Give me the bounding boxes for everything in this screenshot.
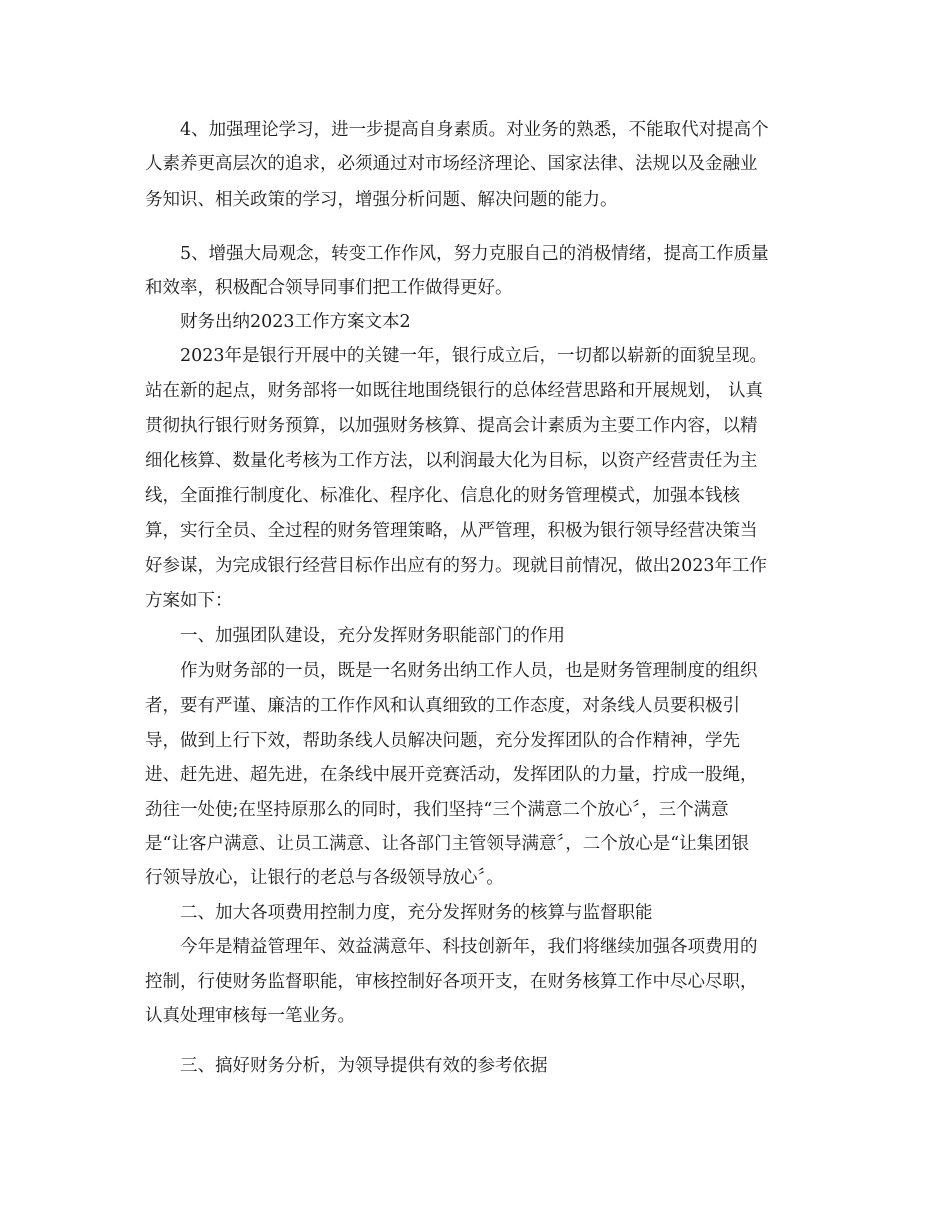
text-line: 和效率，积极配合领导同事们把工作做得更好。 xyxy=(145,278,513,298)
text-line: 是“让客户满意、让员工满意、让各部门主管领导满意〞，二个放心是“让集团银 xyxy=(145,834,750,854)
text-line: 方案如下： xyxy=(145,591,233,611)
text-line: 贯彻执行银行财务预算，以加强财务核算、提高会计素质为主要工作内容，以精 xyxy=(145,416,758,436)
text-line: 站在新的起点，财务部将一如既往地围绕银行的总体经营思路和开展规划， 认真 xyxy=(145,381,764,401)
text-line: 一、加强团队建设，充分发挥财务职能部门的作用 xyxy=(180,626,565,646)
text-line: 务知识、相关政策的学习，增强分析问题、解决问题的能力。 xyxy=(145,190,618,210)
text-line: 人素养更高层次的追求，必须通过对市场经济理论、国家法律、法规以及金融业 xyxy=(145,154,758,174)
text-line: 进、赶先进、超先进，在条线中展开竞赛活动，发挥团队的力量，拧成一股绳， xyxy=(145,765,758,785)
text-line: 细化核算、数量化考核为工作方法，以利润最大化为目标，以资产经营责任为主 xyxy=(145,451,758,471)
text-line: 导，做到上行下效，帮助条线人员解决问题，充分发挥团队的合作精神，学先 xyxy=(145,731,740,751)
text-line: 线，全面推行制度化、标准化、程序化、信息化的财务管理模式，加强本钱核 xyxy=(145,486,740,506)
text-line: 作为财务部的一员，既是一名财务出纳工作人员，也是财务管理制度的组织 xyxy=(180,661,758,681)
text-line: 二、加大各项费用控制力度，充分发挥财务的核算与监督职能 xyxy=(180,903,653,923)
text-line: 认真处理审核每一笔业务。 xyxy=(145,1006,355,1026)
text-line: 财务出纳2023工作方案文本2 xyxy=(180,312,411,332)
text-line: 控制，行使财务监督职能，审核控制好各项开支，在财务核算工作中尽心尽职， xyxy=(145,972,758,992)
text-line: 今年是精益管理年、效益满意年、科技创新年，我们将继续加强各项费用的 xyxy=(180,937,758,957)
text-line: 好参谋，为完成银行经营目标作出应有的努力。现就目前情况，做出2023年工作 xyxy=(145,556,768,576)
text-line: 者，要有严谨、廉洁的工作作风和认真细致的工作态度，对条线人员要积极引 xyxy=(145,696,740,716)
text-line: 4、加强理论学习，进一步提高自身素质。对业务的熟悉，不能取代对提高个 xyxy=(180,120,769,140)
text-line: 三、搞好财务分析，为领导提供有效的参考依据 xyxy=(180,1056,548,1076)
text-line: 算，实行全员、全过程的财务管理策略，从严管理，积极为银行领导经营决策当 xyxy=(145,521,758,541)
text-line: 5、增强大局观念，转变工作作风，努力克服自己的消极情绪，提高工作质量 xyxy=(180,244,769,264)
document-body xyxy=(145,116,810,1096)
text-line: 行领导放心，让银行的老总与各级领导放心〞。 xyxy=(145,868,504,888)
text-line: 劲往一处使;在坚持原那么的同时，我们坚持“三个满意二个放心〞，三个满意 xyxy=(145,800,729,820)
text-line: 2023年是银行开展中的关键一年，银行成立后，一切都以崭新的面貌呈现。 xyxy=(180,346,768,366)
